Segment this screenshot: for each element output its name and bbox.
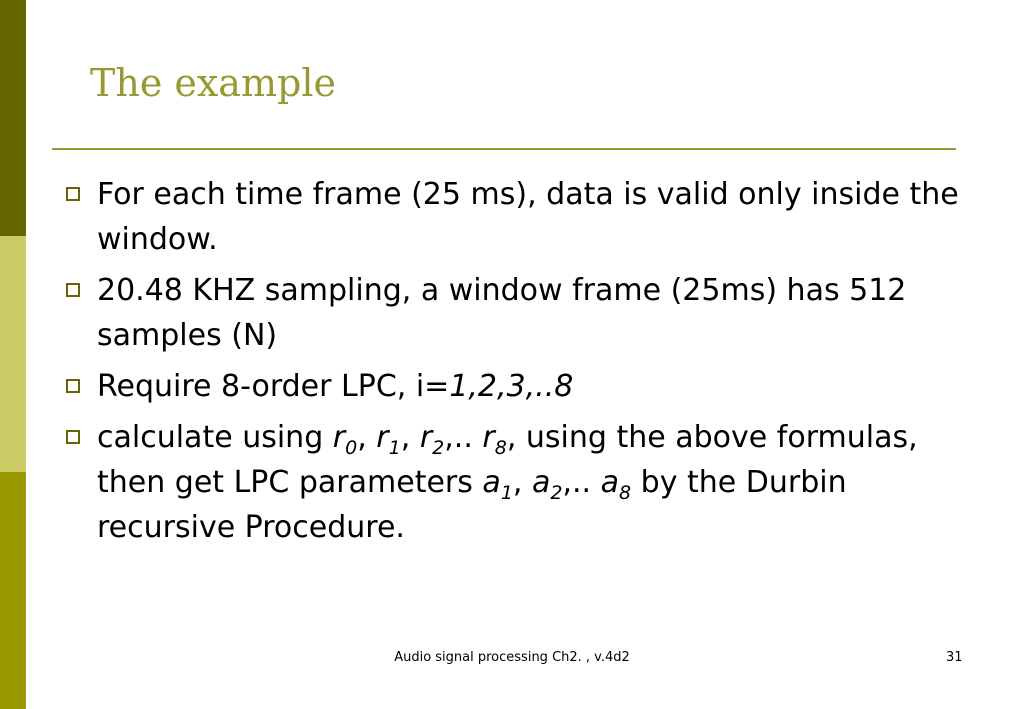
variable-a: a <box>531 465 551 500</box>
subscript: 0 <box>345 437 358 459</box>
separator: , <box>400 420 420 455</box>
bullet-item-lpc-order <box>62 364 962 409</box>
subscript: 1 <box>388 437 401 459</box>
page-number: 31 <box>946 650 963 665</box>
sidebar-stripe-bottom <box>0 472 26 709</box>
bullet-item-frame <box>62 172 962 262</box>
text-lead: calculate using <box>97 420 333 455</box>
variable-r: r <box>419 420 433 455</box>
math-r8 <box>482 420 507 459</box>
ellipsis-separator: ,.. <box>444 420 483 455</box>
bullet-text-prefix: Require 8-order LPC, i= <box>97 369 450 404</box>
subscript: 2 <box>550 482 563 504</box>
square-bullet-icon <box>66 379 80 393</box>
math-a2 <box>531 465 563 504</box>
bullet-item-sampling <box>62 268 962 358</box>
math-a1 <box>482 465 513 504</box>
variable-a: a <box>600 465 620 500</box>
bullet-text: 20.48 KHZ sampling, a window frame (25ms) has 512 samples (N) <box>97 273 907 353</box>
variable-a: a <box>482 465 501 500</box>
subscript: 2 <box>432 437 445 459</box>
bullet-list <box>62 172 962 556</box>
variable-r: r <box>332 420 346 455</box>
square-bullet-icon <box>66 187 80 201</box>
math-r2 <box>419 420 445 459</box>
bullet-item-calculation <box>62 415 962 550</box>
title-underline-rule <box>52 148 956 150</box>
subscript: 8 <box>619 482 632 504</box>
math-r1 <box>376 420 401 459</box>
text-tail: by the Durbin recursive Procedure. <box>97 465 847 545</box>
bullet-text <box>97 420 918 545</box>
footer-caption: Audio signal processing Ch2. , v.4d2 <box>394 650 630 665</box>
index-range: 1,2,3,..8 <box>449 369 574 404</box>
square-bullet-icon <box>66 430 80 444</box>
text-mid: , using the above formulas, then get LPC parameters <box>97 420 918 500</box>
math-a8 <box>600 465 632 504</box>
bullet-text: For each time frame (25 ms), data is valid only inside the window. <box>97 177 959 257</box>
ellipsis-separator: ,.. <box>562 465 601 500</box>
subscript: 1 <box>500 482 513 504</box>
math-r0 <box>332 420 358 459</box>
subscript: 8 <box>494 437 507 459</box>
slide-title: The example <box>90 61 336 105</box>
variable-r: r <box>376 420 389 455</box>
bullet-text <box>97 369 573 404</box>
sidebar-stripe-middle <box>0 236 26 472</box>
separator: , <box>512 465 532 500</box>
square-bullet-icon <box>66 283 80 297</box>
sidebar-stripe-top <box>0 0 26 236</box>
variable-r: r <box>482 420 495 455</box>
separator: , <box>357 420 377 455</box>
